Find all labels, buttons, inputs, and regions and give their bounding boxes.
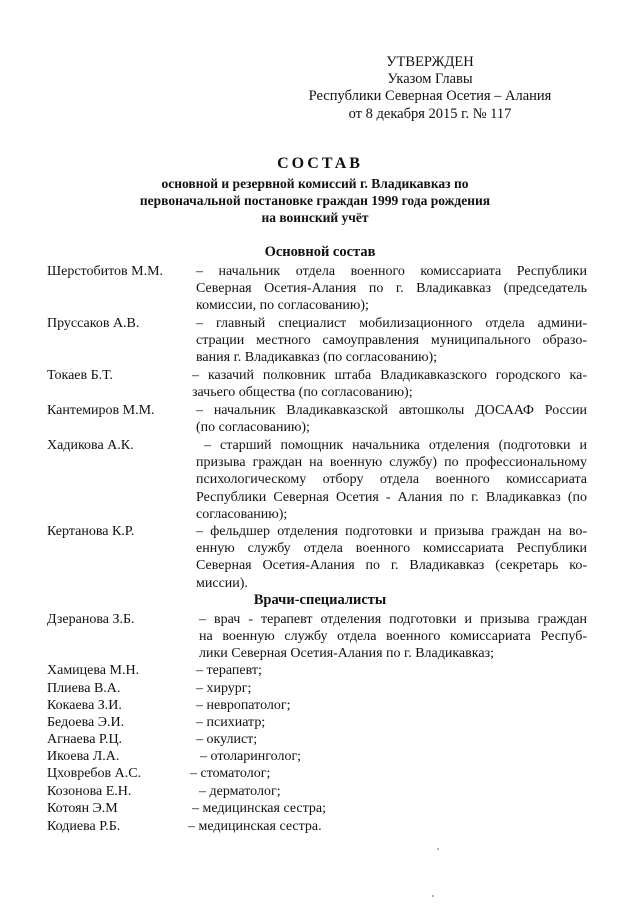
member-role: [196, 437, 587, 523]
member-role: [196, 731, 587, 748]
member-role: [196, 315, 587, 367]
subtitle-line: основной и резервной комиссий г. Владикавказ по: [161, 176, 469, 191]
role-line: – медицинская сестра.: [188, 819, 322, 834]
member-role: [196, 680, 587, 697]
role-line: психологическому отбору отдела военного комиссариата: [196, 472, 587, 488]
member-role: [196, 714, 587, 731]
member-name: Козонова Е.Н.: [47, 784, 132, 799]
role-line: зачьего общества (по согласованию);: [192, 385, 413, 401]
member-role: [196, 662, 587, 679]
member-name: Токаев Б.Т.: [47, 368, 113, 383]
member-name: Кертанова К.Р.: [47, 524, 135, 539]
role-line: енную службу отдела военного комиссариата Республики: [196, 541, 587, 557]
approval-line: Указом Главы: [387, 71, 473, 88]
role-line: лики Северная Осетия-Алания по г. Владикавказ;: [199, 646, 494, 662]
role-line: – фельдшер отделения подготовки и призыва граждан на во-: [196, 524, 587, 539]
role-line: – невропатолог;: [196, 698, 291, 713]
approval-line: Республики Северная Осетия – Алания: [308, 88, 552, 105]
member-name: Кодиева Р.Б.: [47, 819, 121, 834]
member-name: Плиева В.А.: [47, 681, 121, 696]
member-name: Хадикова А.К.: [47, 438, 134, 453]
role-line: Северная Осетия-Алания по г. Владикавказ (председатель: [196, 281, 587, 297]
role-line: страции местного самоуправления муниципального образо-: [196, 333, 587, 349]
role-line: миссии).: [196, 575, 248, 591]
member-role: [196, 263, 587, 315]
subtitle-line: на воинский учёт: [261, 210, 369, 225]
member-role: [192, 800, 583, 817]
role-line: Республики Северная Осетия - Алания по г. Владикавказ (по: [196, 489, 587, 505]
member-role: [196, 697, 587, 714]
role-line: Северная Осетия-Алания по г. Владикавказ (секретарь ко-: [196, 558, 587, 574]
role-line: – начальник Владикавказской автошколы ДОСААФ России: [196, 403, 587, 418]
role-line: – хирург;: [196, 681, 252, 696]
role-line: – психиатр;: [196, 715, 266, 730]
approval-line: УТВЕРЖДЕН: [386, 54, 474, 70]
role-line: – главный специалист мобилизационного отдела админи-: [196, 316, 587, 331]
subtitle-line: первоначальной постановке граждан 1999 года рождения: [139, 193, 491, 208]
member-name: Котоян Э.М: [47, 801, 118, 816]
role-line: вания г. Владикавказ (по согласованию);: [196, 350, 438, 366]
member-role: [196, 402, 587, 436]
member-role: [199, 783, 590, 800]
role-line: призыва граждан на военную службу) по профессиональному: [196, 455, 587, 471]
member-role: [199, 611, 587, 663]
document-subtitle: [40, 175, 590, 226]
scan-speck: [432, 895, 434, 897]
role-line: – старший помощник начальника отделения (подготовки и: [204, 438, 587, 453]
member-name: Дзеранова З.Б.: [47, 612, 135, 627]
role-line: (по согласованию);: [196, 420, 310, 436]
member-name: Агнаева Р.Ц.: [47, 732, 123, 747]
approval-line: от 8 декабря 2015 г. № 117: [348, 105, 512, 122]
role-line: – окулист;: [196, 732, 258, 747]
member-name: Цховребов А.С.: [47, 766, 142, 781]
member-name: Икоева Л.А.: [47, 749, 120, 764]
role-line: – терапевт;: [196, 663, 262, 678]
role-line: – врач - терапевт отделения подготовки и призыва граждан: [199, 612, 587, 627]
role-line: на военную службу отдела военного комиссариата Респуб-: [199, 629, 587, 645]
member-role: [192, 367, 587, 401]
member-name: Бедоева Э.И.: [47, 715, 125, 730]
member-role: [196, 523, 587, 592]
role-line: – стоматолог;: [190, 766, 271, 781]
role-line: – дерматолог;: [199, 784, 281, 799]
member-role: [188, 818, 579, 835]
approval-stamp: [300, 54, 560, 123]
role-line: – казачий полковник штаба Владикавказского городского ка-: [192, 368, 587, 383]
member-name: Пруссаков А.В.: [47, 316, 140, 331]
member-name: Хамицева М.Н.: [47, 663, 140, 678]
role-line: – отоларинголог;: [200, 749, 302, 764]
role-line: согласованию);: [196, 506, 288, 522]
member-name: Кантемиров М.М.: [47, 403, 155, 418]
role-line: – начальник отдела военного комиссариата Республики: [196, 264, 587, 279]
doctors-section-heading: Врачи-специалисты: [253, 592, 387, 608]
main-section-heading: Основной состав: [264, 244, 376, 260]
member-name: Кокаева З.И.: [47, 698, 122, 713]
member-name: Шерстобитов М.М.: [47, 264, 164, 279]
role-line: комиссии, по согласованию);: [196, 298, 369, 314]
member-role: [190, 765, 581, 782]
document-title: СОСТАВ: [277, 155, 363, 172]
role-line: – медицинская сестра;: [192, 801, 326, 816]
scan-speck: [437, 848, 439, 850]
member-role: [200, 748, 591, 765]
